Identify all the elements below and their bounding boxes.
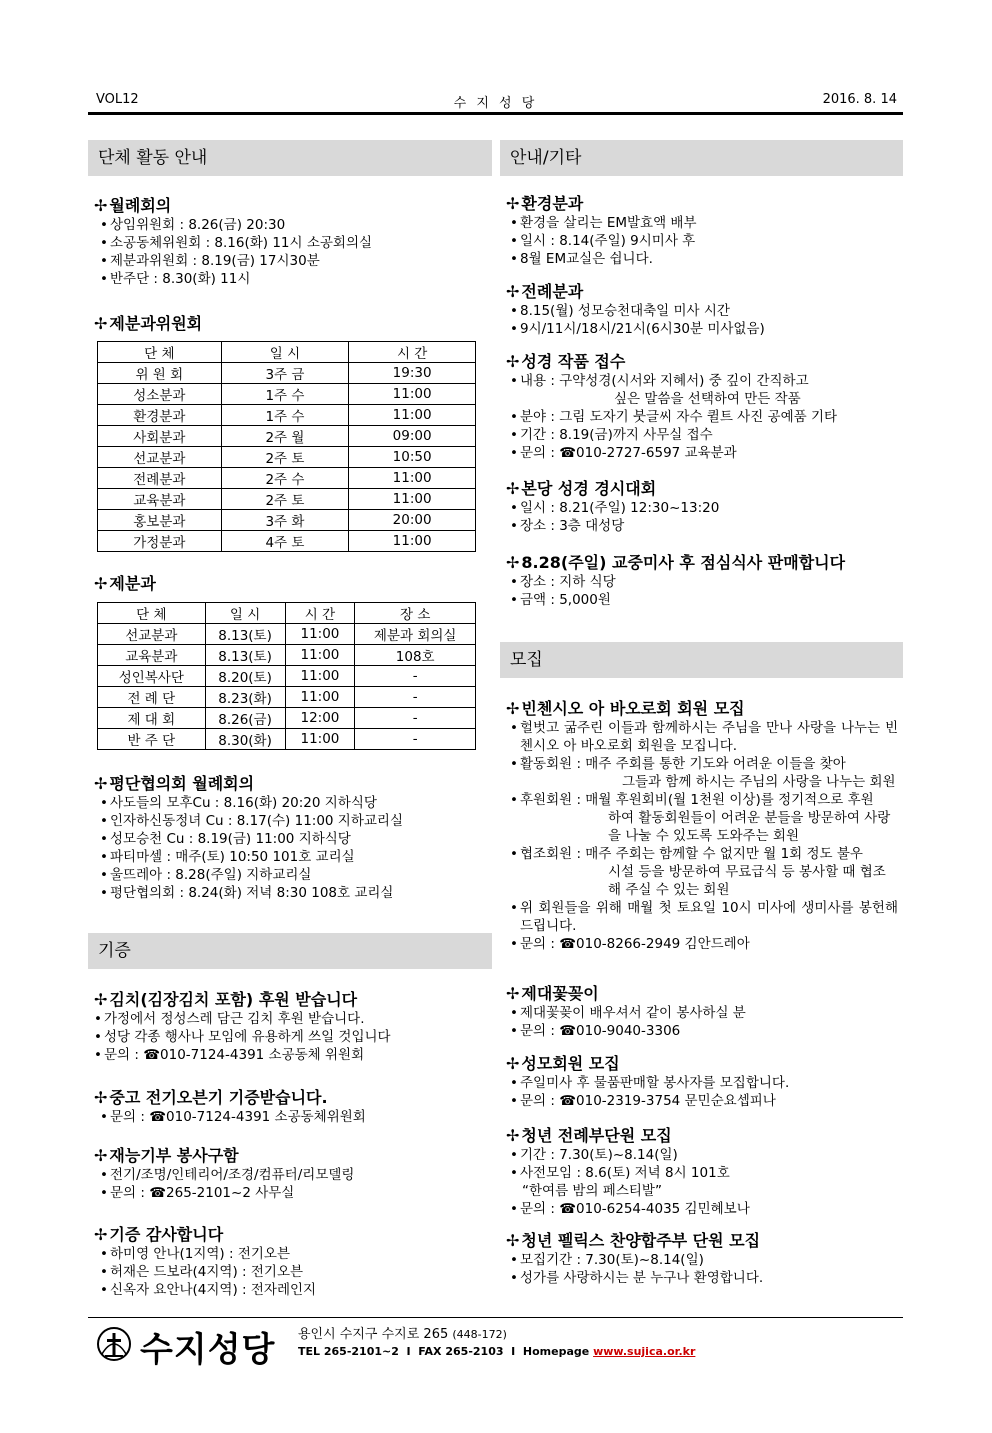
- table-cell: 전 례 단: [98, 687, 206, 708]
- list-item: 울뜨레아 : 8.28(주일) 지하교리실: [110, 867, 312, 883]
- list-item: 소공동체위원회 : 8.16(화) 11시 소공회의실: [110, 235, 373, 251]
- list-item: 평단협의회 : 8.24(화) 저녁 8:30 108호 교리실: [110, 885, 394, 901]
- list-item: 제대꽃꽂이 배우셔서 같이 봉사하실 분: [520, 1005, 746, 1021]
- table-cell: 1주 수: [221, 384, 349, 405]
- table-cell: 2주 토: [221, 447, 349, 468]
- table-cell: 교육분과: [98, 645, 206, 666]
- table-cell: 20:00: [349, 510, 476, 531]
- list-item-continuation: 해 주실 수 있는 회원: [608, 882, 730, 898]
- table-cell: 홍보분과: [98, 510, 222, 531]
- table-cell: 단 체: [98, 603, 206, 624]
- parish-title: 수 지 성 당: [453, 96, 538, 111]
- table-cell: 제분과 회의실: [355, 624, 476, 645]
- section-bar-recruit: 모집: [500, 642, 903, 678]
- section-title: 청년 펠릭스 찬양합주부 단원 모집: [521, 1231, 761, 1250]
- table-cell: 12:00: [285, 708, 355, 729]
- table-cell: 11:00: [285, 624, 355, 645]
- table-cell: 전례분과: [98, 468, 222, 489]
- table-cell: 09:00: [349, 426, 476, 447]
- table-row: [98, 645, 476, 666]
- vincent-section: ✢ 빈첸시오 아 바오로회 회원 모집 • 헐벗고 굶주린 이들과 함께하시는 주님을 만나 사랑을 나누는 빈첸시오 아 바오로회 회원을 모집니다. • 활동회원 : 매주 주회를 통한 기도와 어려운 이들을 찾아 그들과 함께 하시는 주님의 사랑을 나누는 회원 • 후원회원 : 매월 후원회비(월 1천원 이상)를 정기적으로 후원 하여 활동회원들이 어려운 분들을 방문하여 사랑 을 나눌 수 있도록 도와주는 회원 • 협조회원 : 매주 주회는 함께할 수 없지만 월 1회 정도 불우 시설 등을 방문하여 무료급식 등 봉사할 때 협조 해 주실 수 있는 회원 • 위 회원들을 위해 매월 첫 토요일 10시 미사에 생미사를 봉헌해 드립니다. • 문의 : ☎010-8266-2949 김안드레아: [506, 699, 898, 952]
- table-cell: 8.13(토): [205, 645, 285, 666]
- list-item: 문의 : ☎010-9040-3306: [520, 1023, 681, 1039]
- table-cell: 1주 수: [221, 405, 349, 426]
- list-item: 상임위원회 : 8.26(금) 20:30: [110, 217, 286, 233]
- table-cell: 선교분과: [98, 624, 206, 645]
- footer-rule: [88, 1317, 903, 1318]
- section-title: 중고 전기오븐기 기증받습니다.: [109, 1088, 328, 1107]
- table-row: [98, 363, 476, 384]
- list-item: 금액 : 5,000원: [520, 592, 611, 608]
- kimchi-donation: ✢ 김치(김장김치 포함) 후원 받습니다 • 가정에서 정성스레 담근 김치 후원 받습니다. • 성당 각종 행사나 모임에 유용하게 쓰일 것입니다 • 문의 : ☎010-7124-4391 소공동체 위원회: [94, 990, 391, 1063]
- table-row: [98, 510, 476, 531]
- table-cell: -: [355, 708, 476, 729]
- donation-thanks: ✢ 기증 감사합니다 • 하미영 안나(1지역) : 전기오븐 • 허재은 드보라(4지역) : 전기오븐 • 신옥자 요안나(4지역) : 전자레인지: [94, 1225, 317, 1298]
- table-cell: 시 간: [349, 342, 476, 363]
- table-cell: 장 소: [355, 603, 476, 624]
- table-cell: 8.20(토): [205, 666, 285, 687]
- list-item: 파티마셀 : 매주(토) 10:50 101호 교리실: [110, 849, 355, 865]
- table-cell: 2주 수: [221, 468, 349, 489]
- section-title: 제분과: [109, 574, 156, 593]
- page-header: [88, 90, 903, 111]
- divisions-section: ✢ 제분과: [94, 574, 156, 593]
- section-title: 전례분과: [521, 282, 584, 301]
- committee-table: [97, 341, 476, 552]
- table-row: [98, 489, 476, 510]
- list-item: 모집기간 : 7.30(토)~8.14(일): [520, 1252, 704, 1268]
- table-cell: -: [355, 687, 476, 708]
- table-row: [98, 729, 476, 750]
- divisions-table: [97, 602, 476, 750]
- table-cell: 11:00: [349, 384, 476, 405]
- youth-choir-section: ✢ 청년 펠릭스 찬양합주부 단원 모집 • 모집기간 : 7.30(토)~8.14(일) • 성가를 사랑하시는 분 누구나 환영합니다.: [506, 1231, 764, 1286]
- list-item: 문의 : ☎010-7124-4391 소공동체위원회: [110, 1109, 366, 1125]
- table-cell: 성인복사단: [98, 666, 206, 687]
- table-cell: 8.13(토): [205, 624, 285, 645]
- table-row: [98, 468, 476, 489]
- list-item: 반주단 : 8.30(화) 11시: [110, 271, 251, 287]
- table-cell: 3주 금: [221, 363, 349, 384]
- table-cell: 제 대 회: [98, 708, 206, 729]
- section-title: 8.28(주일) 교중미사 후 점심식사 판매합니다: [521, 553, 846, 572]
- table-cell: 가정분과: [98, 531, 222, 552]
- list-item: 주일미사 후 물품판매할 봉사자를 모집합니다.: [520, 1075, 790, 1091]
- table-row: [98, 531, 476, 552]
- table-header-row: [98, 342, 476, 363]
- table-cell: 일 시: [221, 342, 349, 363]
- list-item: 성가를 사랑하시는 분 누구나 환영합니다.: [520, 1270, 764, 1286]
- table-row: [98, 426, 476, 447]
- section-title: 환경분과: [521, 194, 584, 213]
- section-title: 재능기부 봉사구함: [109, 1146, 239, 1165]
- table-header-row: [98, 603, 476, 624]
- section-title: 성경 작품 접수: [521, 352, 626, 371]
- mothers-group-section: ✢ 성모회원 모집 • 주일미사 후 물품판매할 봉사자를 모집합니다. • 문의 : ☎010-2319-3754 문민순요셉피나: [506, 1054, 790, 1109]
- lunch-sale-section: ✢ 8.28(주일) 교중미사 후 점심식사 판매합니다 • 장소 : 지하 식당 • 금액 : 5,000원: [506, 553, 846, 608]
- list-item: 제분과위원회 : 8.19(금) 17시30분: [110, 253, 320, 269]
- youth-liturgy-section: ✢ 청년 전례부단원 모집 • 기간 : 7.30(토)~8.14(일) • 사전모임 : 8.6(토) 저녁 8시 101호 “한여름 밤의 페스티발” • 문의 : ☎010-6254-4035 김민혜보나: [506, 1126, 750, 1217]
- homepage-link[interactable]: www.sujica.or.kr: [593, 1345, 696, 1358]
- section-title: 빈첸시오 아 바오로회 회원 모집: [521, 699, 745, 718]
- table-cell: 선교분과: [98, 447, 222, 468]
- bible-quiz-section: ✢ 본당 성경 경시대회 • 일시 : 8.21(주일) 12:30~13:20 • 장소 : 3층 대성당: [506, 479, 720, 534]
- list-item: 문의 : ☎010-2319-3754 문민순요셉피나: [520, 1093, 776, 1109]
- list-item: 8.15(월) 성모승천대축일 미사 시간: [520, 303, 730, 319]
- table-cell: 10:50: [349, 447, 476, 468]
- section-bar-notices: 안내/기타: [500, 140, 903, 176]
- contact-line: TEL 265-2101~2 I FAX 265-2103 I Homepage www.sujica.or.kr: [298, 1345, 696, 1358]
- table-row: [98, 447, 476, 468]
- section-bar-activities: 단체 활동 안내: [88, 140, 492, 176]
- list-item: 문의 : ☎010-2727-6597 교육분과: [520, 445, 737, 461]
- table-cell: 11:00: [285, 729, 355, 750]
- table-cell: 108호: [355, 645, 476, 666]
- liturgy-section: ✢ 전례분과 • 8.15(월) 성모승천대축일 미사 시간 • 9시/11시/18시/21시(6시30분 미사없음): [506, 282, 765, 337]
- list-item: 인자하신동정녀 Cu : 8.17(수) 11:00 지하교리실: [110, 813, 404, 829]
- list-item: 8월 EM교실은 쉽니다.: [520, 251, 653, 267]
- table-cell: 2주 토: [221, 489, 349, 510]
- page-footer: [88, 1320, 903, 1370]
- table-cell: 4주 토: [221, 531, 349, 552]
- table-cell: 8.30(화): [205, 729, 285, 750]
- section-title: 김치(김장김치 포함) 후원 받습니다: [109, 990, 358, 1009]
- list-item: 문의 : ☎010-6254-4035 김민혜보나: [520, 1201, 750, 1217]
- list-item-continuation: 시설 등을 방문하여 무료급식 등 봉사할 때 협조: [608, 864, 886, 880]
- list-item: • 위 회원들을 위해 매월 첫 토요일 10시 미사에 생미사를 봉헌해 드립니다.: [510, 900, 898, 934]
- table-cell: 2주 월: [221, 426, 349, 447]
- table-cell: 11:00: [349, 531, 476, 552]
- zip-code: (448-172): [452, 1328, 507, 1341]
- list-item: 전기/조명/인테리어/조경/컴퓨터/리모델링: [110, 1167, 355, 1183]
- list-item: 9시/11시/18시/21시(6시30분 미사없음): [520, 321, 765, 337]
- issue-date: 2016. 8. 14: [822, 92, 897, 107]
- header-rule: [88, 112, 903, 115]
- table-cell: 위 원 회: [98, 363, 222, 384]
- list-item-continuation: 싶은 말씀을 선택하여 만든 작품: [614, 391, 801, 407]
- list-item: 성당 각종 행사나 모임에 유용하게 쓰일 것입니다: [104, 1029, 391, 1045]
- list-item: 장소 : 3층 대성당: [520, 518, 625, 534]
- table-cell: 반 주 단: [98, 729, 206, 750]
- list-item: 일시 : 8.14(주일) 9시미사 후: [520, 233, 696, 249]
- table-cell: 8.23(화): [205, 687, 285, 708]
- list-item-continuation: 을 나눌 수 있도록 도와주는 회원: [608, 828, 799, 844]
- section-title: 성모회원 모집: [521, 1054, 620, 1073]
- committee-section: ✢ 제분과위원회: [94, 314, 203, 333]
- altar-flower-section: ✢ 제대꽃꽂이 • 제대꽃꽂이 배우셔서 같이 봉사하실 분 • 문의 : ☎010-9040-3306: [506, 984, 746, 1039]
- table-cell: 8.26(금): [205, 708, 285, 729]
- environment-section: ✢ 환경분과 • 환경을 살리는 EM발효액 배부 • 일시 : 8.14(주일) 9시미사 후 • 8월 EM교실은 쉽니다.: [506, 194, 697, 267]
- table-cell: 사회분과: [98, 426, 222, 447]
- list-item: 문의 : ☎010-7124-4391 소공동체 위원회: [104, 1047, 365, 1063]
- section-title: 제대꽃꽂이: [521, 984, 599, 1003]
- table-row: [98, 384, 476, 405]
- list-item: 후원회원 : 매월 후원회비(월 1천원 이상)를 정기적으로 후원: [520, 792, 874, 808]
- list-item: 하미영 안나(1지역) : 전기오븐: [110, 1246, 290, 1262]
- list-item: 문의 : ☎010-8266-2949 김안드레아: [520, 936, 750, 952]
- list-item: 성모승천 Cu : 8.19(금) 11:00 지하식당: [110, 831, 351, 847]
- table-cell: 성소분과: [98, 384, 222, 405]
- list-item: 분야 : 그림 도자기 붓글씨 자수 퀼트 사진 공예품 기타: [520, 409, 838, 425]
- table-cell: 11:00: [285, 666, 355, 687]
- table-cell: 단 체: [98, 342, 222, 363]
- monthly-meeting: ✢ 월례회의 • 상임위원회 : 8.26(금) 20:30 • 소공동체위원회 : 8.16(화) 11시 소공회의실 • 제분과위원회 : 8.19(금) 17시30분 • 반주단 : 8.30(화) 11시: [94, 196, 373, 287]
- table-cell: 11:00: [349, 468, 476, 489]
- section-title: 제분과위원회: [109, 314, 203, 333]
- talent-donation: ✢ 재능기부 봉사구함 • 전기/조명/인테리어/조경/컴퓨터/리모델링 • 문의 : ☎265-2101~2 사무실: [94, 1146, 355, 1201]
- list-item: 내용 : 구약성경(시서와 지혜서) 중 깊이 간직하고: [520, 373, 809, 389]
- table-cell: 교육분과: [98, 489, 222, 510]
- table-row: [98, 708, 476, 729]
- parish-logo-text: 수지성당: [140, 1330, 276, 1370]
- section-title: 본당 성경 경시대회: [521, 479, 657, 498]
- list-item: 환경을 살리는 EM발효액 배부: [520, 215, 697, 231]
- table-cell: 11:00: [285, 645, 355, 666]
- list-item: 협조회원 : 매주 주회는 함께할 수 없지만 월 1회 정도 불우: [520, 846, 863, 862]
- table-cell: 시 간: [285, 603, 355, 624]
- list-item: 가정에서 정성스레 담근 김치 후원 받습니다.: [104, 1011, 365, 1027]
- list-item: 문의 : ☎265-2101~2 사무실: [110, 1185, 295, 1201]
- laity-council: ✢ 평단협의회 월례회의 • 사도들의 모후Cu : 8.16(화) 20:20 지하식당 • 인자하신동정녀 Cu : 8.17(수) 11:00 지하교리실 • 성모승천 Cu : 8.19(금) 11:00 지하식당 • 파티마셀 : 매주(토) 10:50 101호 교리실 • 울뜨레아 : 8.28(주일) 지하교리실 • 평단협의회 : 8.24(화) 저녁 8:30 108호 교리실: [94, 774, 404, 901]
- oven-donation: ✢ 중고 전기오븐기 기증받습니다. • 문의 : ☎010-7124-4391 소공동체위원회: [94, 1088, 366, 1125]
- table-cell: 3주 화: [221, 510, 349, 531]
- table-row: [98, 666, 476, 687]
- section-title: 월례회의: [109, 196, 172, 215]
- list-item: 장소 : 지하 식당: [520, 574, 616, 590]
- table-cell: 19:30: [349, 363, 476, 384]
- table-cell: 환경분과: [98, 405, 222, 426]
- address: 용인시 수지구 수지로 265 (448-172): [298, 1327, 507, 1342]
- table-cell: 11:00: [349, 489, 476, 510]
- table-cell: 11:00: [285, 687, 355, 708]
- section-title: 기증 감사합니다: [109, 1225, 224, 1244]
- list-item: • 헐벗고 굶주린 이들과 함께하시는 주님을 만나 사랑을 나누는 빈첸시오 아 바오로회 회원을 모집니다.: [510, 720, 898, 754]
- bible-artwork-section: ✢ 성경 작품 접수 • 내용 : 구약성경(시서와 지혜서) 중 깊이 간직하고 싶은 말씀을 선택하여 만든 작품 • 분야 : 그림 도자기 붓글씨 자수 퀼트 사진 공예품 기타 • 기간 : 8.19(금)까지 사무실 접수 • 문의 : ☎010-2727-6597 교육분과: [506, 352, 838, 461]
- table-cell: -: [355, 729, 476, 750]
- list-item: 기간 : 8.19(금)까지 사무실 접수: [520, 427, 713, 443]
- table-cell: 11:00: [349, 405, 476, 426]
- list-item: 사도들의 모후Cu : 8.16(화) 20:20 지하식당: [110, 795, 377, 811]
- list-item: 사전모임 : 8.6(토) 저녁 8시 101호: [520, 1165, 730, 1181]
- section-title: 청년 전례부단원 모집: [521, 1126, 672, 1145]
- list-item: 신옥자 요안나(4지역) : 전자레인지: [110, 1282, 317, 1298]
- volume-label: VOL12: [96, 92, 139, 107]
- list-item-continuation: 그들과 함께 하시는 주님의 사랑을 나누는 회원: [622, 774, 896, 790]
- table-row: [98, 624, 476, 645]
- list-item: 일시 : 8.21(주일) 12:30~13:20: [520, 500, 720, 516]
- list-item: 기간 : 7.30(토)~8.14(일): [520, 1147, 678, 1163]
- table-cell: -: [355, 666, 476, 687]
- list-item: 활동회원 : 매주 주회를 통한 기도와 어려운 이들을 찾아: [520, 756, 846, 772]
- table-row: [98, 687, 476, 708]
- list-item: 허재은 드보라(4지역) : 전기오븐: [110, 1264, 304, 1280]
- church-logo-icon: [96, 1326, 132, 1362]
- table-row: [98, 405, 476, 426]
- table-cell: 일 시: [205, 603, 285, 624]
- list-item-continuation: 하여 활동회원들이 어려운 분들을 방문하여 사랑: [608, 810, 891, 826]
- list-item-continuation: “한여름 밤의 페스티발”: [522, 1183, 662, 1199]
- section-bar-donation: 기증: [88, 933, 492, 969]
- section-title: 평단협의회 월례회의: [109, 774, 255, 793]
